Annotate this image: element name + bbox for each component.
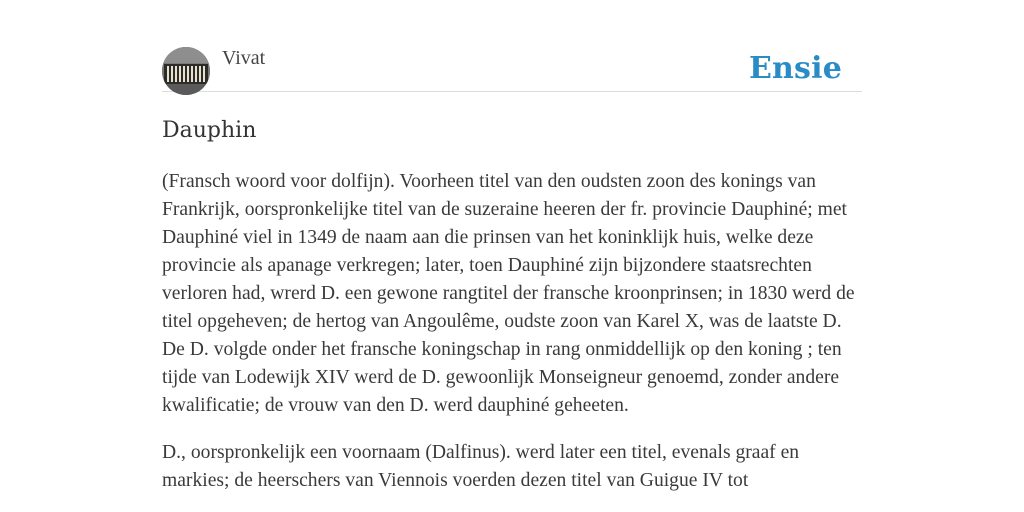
brand-logo[interactable]: Ensie: [748, 51, 842, 86]
bookshelf-avatar-icon: [162, 47, 210, 95]
article-paragraph: D., oorspronkelijk een voornaam (Dalfinus). werd later een titel, evenals graaf en markies; de heerschers van Viennois voerden dezen titel van Guigue IV tot: [162, 442, 800, 491]
site-header: [162, 46, 862, 92]
article-paragraph: (Fransch woord voor dolfijn). Voorheen titel van den oudsten zoon des konings van Frankrijk, oorspronkelijke titel van de suzeraine heeren der fr. provincie Dauphiné; met Dauphiné viel in 1349 de naam aan die prinsen van het koninklijk huis, welke deze provincie als apanage verkregen; later, toen Dauphiné zijn bijzondere staatsrechten verloren had, wrerd D. een gewone rangtitel der fransche kroonprinsen; in 1830 werd de titel opgeheven; de hertog van Angoulême, oudste zoon van Karel X, was de laatste D. De D. volgde onder het fransche koningschap in rang onmiddellijk op den koning ; ten tijde van Lodewijk XIV werd de D. gewoonlijk Monseigneur genoemd, zonder andere kwalificatie; de vrouw van den D. werd dauphiné geheeten.: [162, 171, 855, 416]
article-body: [162, 168, 862, 512]
source-avatar[interactable]: [162, 47, 210, 95]
page-title: Dauphin: [162, 118, 257, 143]
source-name[interactable]: Vivat: [222, 47, 266, 69]
